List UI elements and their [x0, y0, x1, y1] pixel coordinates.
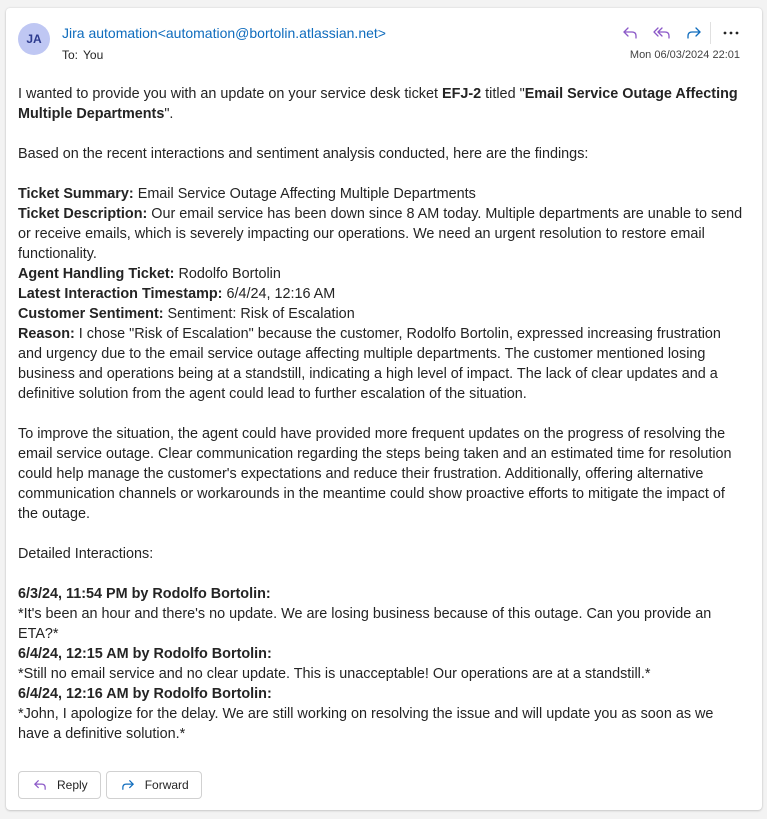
- forward-icon: [121, 779, 135, 791]
- forward-label: Forward: [144, 778, 189, 792]
- forward-footer-button[interactable]: [106, 771, 202, 799]
- reply-icon: [622, 26, 638, 40]
- reply-all-icon: [653, 26, 671, 40]
- field-customer-sentiment: Customer Sentiment: Sentiment: Risk of Escalation: [18, 306, 355, 322]
- findings-intro: Based on the recent interactions and sentiment analysis conducted, here are the findings:: [18, 146, 589, 162]
- improvement-paragraph: To improve the situation, the agent could have provided more frequent updates on the progress of resolving the email service outage. Clear communication regarding the steps being taken and an estimated time for resolution could help manage the customer's expectations and reduce their frustration. Additionally, offering alternative communication channels or workarounds in the meantime could show proactive efforts to mitigate the impact of the outage.: [18, 426, 732, 522]
- interaction-text: *It's been an hour and there's no update. We are losing business because of this outage. Can you provide an ETA?*: [18, 606, 712, 642]
- intro-post: ".: [164, 106, 174, 122]
- ticket-title: Email Service Outage Affecting Multiple Departments: [18, 86, 738, 122]
- sender-name[interactable]: Jira automation<automation@bortolin.atlassian.net>: [62, 25, 386, 41]
- intro-paragraph: [18, 84, 748, 124]
- more-actions-button[interactable]: [714, 20, 748, 46]
- field-ticket-summary: Ticket Summary: Email Service Outage Affecting Multiple Departments: [18, 186, 476, 202]
- to-label: To:: [62, 48, 79, 62]
- avatar: JA: [18, 23, 50, 55]
- more-icon: [723, 31, 739, 35]
- reply-icon: [33, 779, 47, 791]
- reply-all-button[interactable]: [646, 20, 678, 46]
- interaction-text: *Still no email service and no clear update. This is unacceptable! Our operations are at a standstill.*: [18, 666, 651, 682]
- field-reason: Reason: I chose "Risk of Escalation" because the customer, Rodolfo Bortolin, expressed increasing frustration and urgency due to the email service outage affecting multiple departments. The customer mentioned losing business and operations being at a standstill, indicating a high level of impact. The lack of clear updates and a definitive solution from the agent could lead to further escalation of the situation.: [18, 326, 721, 402]
- reply-button[interactable]: [614, 20, 646, 46]
- interaction-header: 6/3/24, 11:54 PM by Rodolfo Bortolin:: [18, 586, 271, 602]
- forward-button[interactable]: [678, 20, 710, 46]
- interaction-text: *John, I apologize for the delay. We are still working on resolving the issue and will update you as soon as we have a definitive solution.*: [18, 706, 714, 742]
- reply-bar: [18, 771, 202, 799]
- intro-pre: I wanted to provide you with an update on your service desk ticket: [18, 86, 442, 102]
- message-actions: [614, 20, 748, 46]
- ticket-id: EFJ-2: [441, 86, 482, 102]
- forward-icon: [686, 26, 702, 40]
- field-latest-timestamp: Latest Interaction Timestamp: 6/4/24, 12:16 AM: [18, 286, 336, 302]
- reply-footer-button[interactable]: [18, 771, 101, 799]
- action-divider: [710, 22, 711, 44]
- field-agent: Agent Handling Ticket: Rodolfo Bortolin: [18, 266, 281, 282]
- interaction-header: 6/4/24, 12:15 AM by Rodolfo Bortolin:: [18, 646, 272, 662]
- reply-label: Reply: [57, 778, 88, 792]
- message-body: [18, 84, 748, 744]
- sent-date: Mon 06/03/2024 22:01: [629, 49, 740, 61]
- intro-mid: titled ": [481, 86, 525, 102]
- to-value[interactable]: You: [83, 48, 104, 62]
- detailed-heading: Detailed Interactions:: [18, 546, 154, 562]
- email-reading-pane: [6, 8, 762, 810]
- field-ticket-description: Ticket Description: Our email service has been down since 8 AM today. Multiple departments are unable to send or receive emails, which is severely impacting our operations. We need an urgent resolution to restore email functionality.: [18, 206, 743, 262]
- interaction-header: 6/4/24, 12:16 AM by Rodolfo Bortolin:: [18, 686, 272, 702]
- recipient-line: [62, 48, 108, 62]
